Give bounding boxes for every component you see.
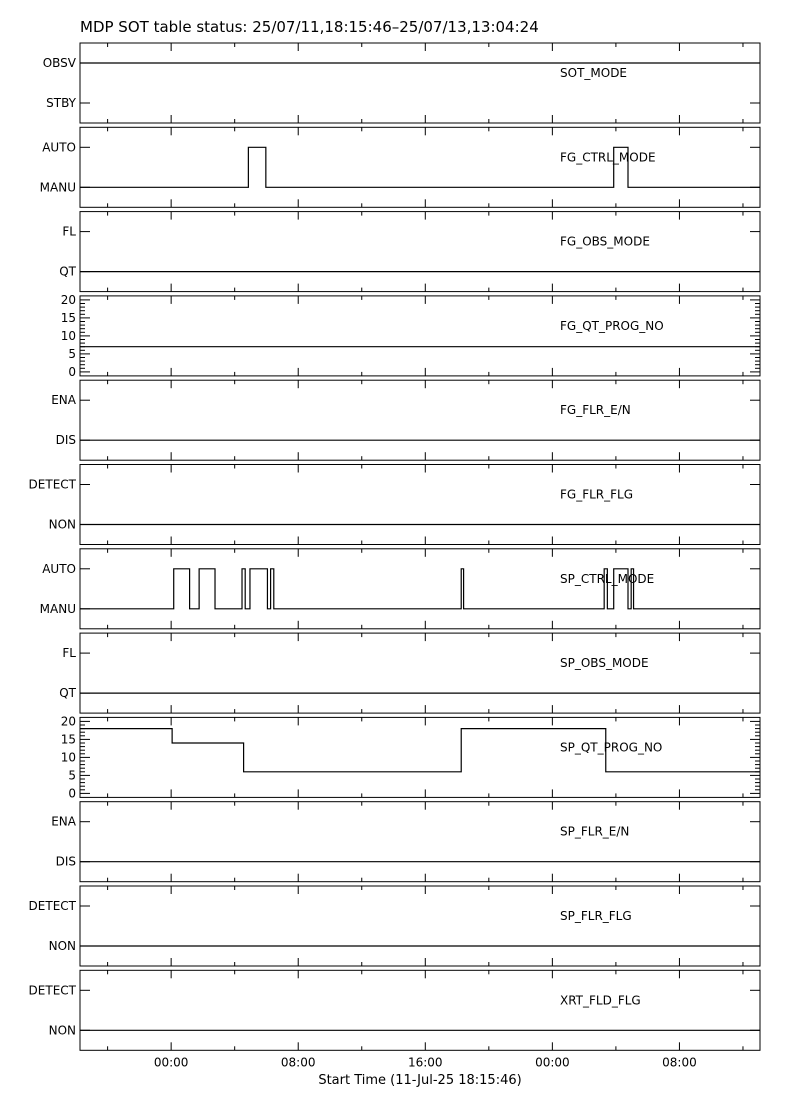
- panel-11-frame: [80, 886, 760, 966]
- panel-7-trace: [80, 569, 760, 609]
- panel-10-name: SP_FLR_E/N: [560, 824, 630, 839]
- panel-2-name: FG_CTRL_MODE: [560, 150, 656, 165]
- panel-3-ylabel-high: FL: [62, 224, 76, 239]
- panel-10-ylabel-high: ENA: [51, 814, 76, 829]
- panel-10-frame: [80, 802, 760, 882]
- panel-4-name: FG_QT_PROG_NO: [560, 318, 664, 333]
- panel-11-ylabel-high: DETECT: [28, 899, 76, 913]
- panel-3-frame: [80, 212, 760, 292]
- panel-9-name: SP_QT_PROG_NO: [560, 740, 663, 755]
- panel-4-ytick-label: 10: [60, 328, 76, 343]
- panel-5-ylabel-low: DIS: [55, 433, 76, 448]
- panel-2-trace: [80, 147, 760, 187]
- panel-12-ylabel-low: NON: [48, 1023, 76, 1038]
- panel-9: [61, 714, 760, 800]
- panel-6-frame: [80, 465, 760, 545]
- panel-9-frame: [80, 717, 760, 797]
- panel-9-ytick-label: 15: [60, 732, 76, 747]
- x-tick-label-5: 08:00: [662, 1055, 697, 1070]
- panel-9-ytick-label: 5: [68, 768, 76, 783]
- panel-2-frame: [80, 127, 760, 207]
- panel-1: [43, 43, 760, 123]
- panel-6-name: FG_FLR_FLG: [560, 487, 634, 502]
- panel-1-ylabel-low: STBY: [46, 96, 76, 110]
- panel-3: [59, 212, 760, 292]
- panel-11-name: SP_FLR_FLG: [560, 909, 632, 923]
- panel-8-name: SP_OBS_MODE: [560, 656, 649, 671]
- panel-5-frame: [80, 380, 760, 460]
- x-axis-label: Start Time (11-Jul-25 18:15:46): [318, 1073, 522, 1088]
- panel-9-ytick-label: 0: [68, 786, 76, 801]
- panel-4-ytick-label: 5: [68, 346, 76, 361]
- panel-11-ylabel-low: NON: [48, 939, 76, 953]
- panel-4-frame: [80, 296, 760, 376]
- panel-5-ylabel-high: ENA: [51, 393, 76, 408]
- panel-8: [59, 633, 760, 713]
- x-tick-label-1: 00:00: [153, 1055, 189, 1070]
- panel-4-ytick-label: 15: [60, 310, 76, 325]
- panel-12-frame: [80, 970, 760, 1050]
- x-axis: [154, 1055, 697, 1069]
- panel-9-ytick-label: 10: [60, 750, 76, 765]
- panel-3-ylabel-low: QT: [59, 264, 76, 279]
- panel-1-name: SOT_MODE: [560, 66, 628, 80]
- x-tick-label-4: 00:00: [535, 1055, 570, 1070]
- panel-4-ytick-label: 0: [68, 364, 76, 379]
- panel-6-ylabel-high: DETECT: [28, 477, 76, 492]
- panel-11: [29, 886, 760, 966]
- panel-7: [40, 549, 760, 629]
- chart-title: MDP SOT table status: 25/07/11,18:15:46–25/07/13,13:04:24: [80, 18, 539, 36]
- panels: [29, 43, 760, 1050]
- panel-7-frame: [80, 549, 760, 629]
- panel-6-ylabel-low: NON: [48, 517, 76, 532]
- panel-10-ylabel-low: DIS: [55, 854, 76, 869]
- panel-6: [29, 465, 760, 545]
- panel-12: [29, 970, 760, 1050]
- panel-7-name: SP_CTRL_MODE: [560, 571, 655, 586]
- panel-2-ylabel-high: AUTO: [42, 140, 76, 155]
- panel-8-ylabel-high: FL: [62, 646, 76, 661]
- panel-2: [40, 127, 760, 207]
- panel-5: [51, 380, 760, 460]
- panel-12-ylabel-high: DETECT: [28, 983, 76, 998]
- panel-12-name: XRT_FLD_FLG: [560, 993, 641, 1008]
- panel-4: [61, 293, 760, 379]
- panel-10: [51, 802, 760, 882]
- x-tick-label-3: 16:00: [407, 1055, 443, 1070]
- panel-1-frame: [80, 43, 760, 123]
- panel-5-name: FG_FLR_E/N: [560, 403, 631, 418]
- panel-4-ytick-label: 20: [60, 292, 76, 307]
- panel-1-ylabel-high: OBSV: [42, 56, 76, 70]
- x-tick-label-2: 08:00: [280, 1055, 316, 1070]
- panel-7-ylabel-high: AUTO: [42, 561, 76, 576]
- panel-9-ytick-label: 20: [60, 714, 76, 729]
- panel-7-ylabel-low: MANU: [39, 601, 76, 616]
- panel-3-name: FG_OBS_MODE: [560, 234, 650, 249]
- panel-8-ylabel-low: QT: [59, 686, 76, 701]
- panel-8-frame: [80, 633, 760, 713]
- panel-2-ylabel-low: MANU: [39, 180, 76, 195]
